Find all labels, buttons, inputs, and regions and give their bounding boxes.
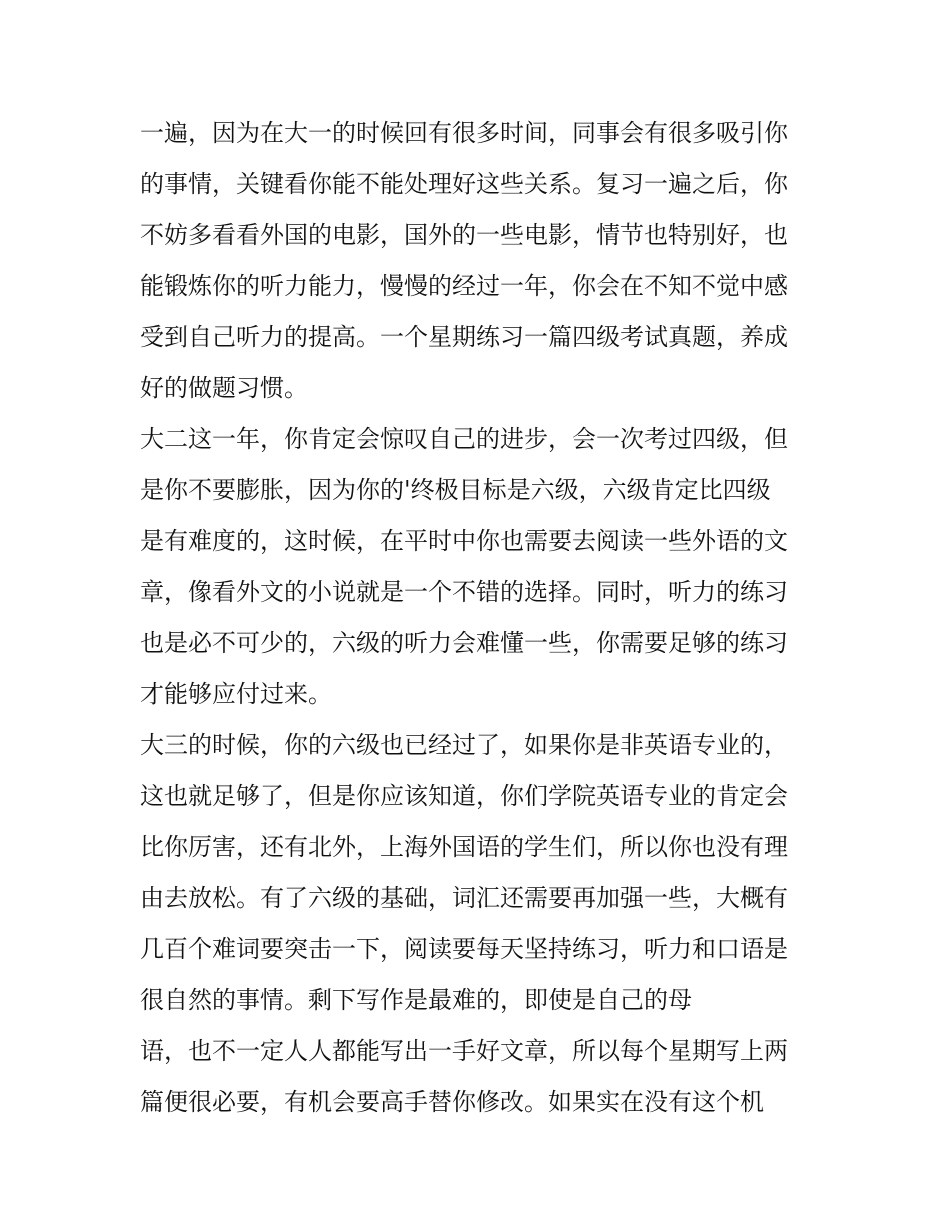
text-line: 也是必不可少的，六级的听力会难懂一些，你需要足够的练习 <box>140 629 788 657</box>
text-line: 几百个难词要突击一下，阅读要每天坚持练习，听力和口语是 <box>140 935 788 963</box>
text-line: 语，也不一定人人都能写出一手好文章，所以每个星期写上两 <box>140 1037 788 1065</box>
text-line: 才能够应付过来。 <box>140 680 332 708</box>
text-line: 的事情，关键看你能不能处理好这些关系。复习一遍之后，你 <box>140 170 788 198</box>
text-line: 好的做题习惯。 <box>140 374 308 402</box>
text-line: 是有难度的，这时候，在平时中你也需要去阅读一些外语的文 <box>140 527 788 555</box>
document-body <box>140 108 830 1128</box>
text-line: 章，像看外文的小说就是一个不错的选择。同时，听力的练习 <box>140 578 788 606</box>
text-line: 比你厉害，还有北外，上海外国语的学生们，所以你也没有理 <box>140 833 788 861</box>
text-line: 大三的时候，你的六级也已经过了，如果你是非英语专业的， <box>140 731 788 759</box>
text-line: 由去放松。有了六级的基础，词汇还需要再加强一些，大概有 <box>140 884 788 912</box>
text-line: 能锻炼你的听力能力，慢慢的经过一年，你会在不知不觉中感 <box>140 272 788 300</box>
text-line: 很自然的事情。剩下写作是最难的，即使是自己的母 <box>140 986 692 1014</box>
text-line: 篇便很必要，有机会要高手替你修改。如果实在没有这个机 <box>140 1088 764 1116</box>
text-line: 一遍，因为在大一的时候回有很多时间，同事会有很多吸引你 <box>140 119 788 147</box>
text-line: 这也就足够了，但是你应该知道，你们学院英语专业的肯定会 <box>140 782 788 810</box>
text-line: 受到自己听力的提高。一个星期练习一篇四级考试真题，养成 <box>140 323 788 351</box>
text-line: 大二这一年，你肯定会惊叹自己的进步，会一次考过四级，但 <box>140 425 788 453</box>
text-line: 不妨多看看外国的电影，国外的一些电影，情节也特别好，也 <box>140 221 788 249</box>
text-line: 是你不要膨胀，因为你的'终极目标是六级，六级肯定比四级 <box>140 476 771 504</box>
